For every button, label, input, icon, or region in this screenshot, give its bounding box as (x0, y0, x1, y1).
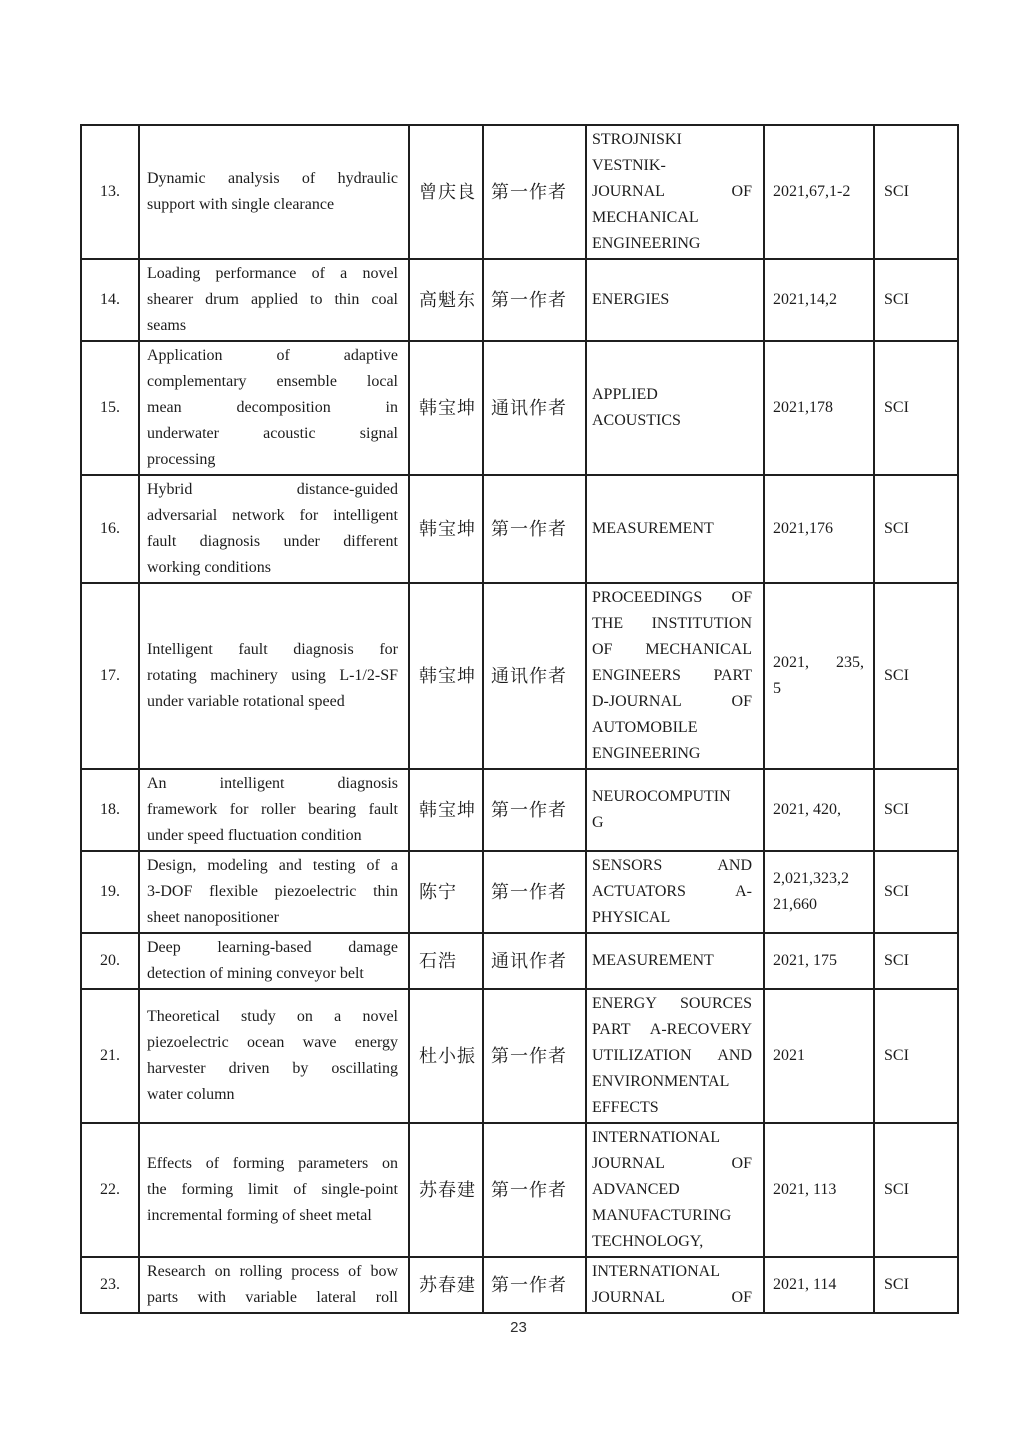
cell-year-volume: 2021,67,1-2 (764, 125, 874, 259)
cell-year-volume: 2021, 175 (764, 933, 874, 989)
cell-paper-title: An intelligent diagnosis framework for roller bearing fault under speed fluctuation condition (139, 769, 409, 851)
cell-index-type: SCI (874, 583, 958, 769)
cell-paper-title: Effects of forming parameters on the forming limit of single-point incremental forming of sheet metal (139, 1123, 409, 1257)
cell-author-role: 通讯作者 (483, 583, 586, 769)
cell-author-role: 第一作者 (483, 259, 586, 341)
publications-table-body (81, 125, 958, 1313)
cell-index-type: SCI (874, 259, 958, 341)
cell-author-role: 通讯作者 (483, 933, 586, 989)
table-row (81, 583, 958, 769)
cell-year-volume: 2021,14,2 (764, 259, 874, 341)
cell-paper-title: Deep learning-based damage detection of mining conveyor belt (139, 933, 409, 989)
table-row (81, 475, 958, 583)
cell-journal-name: MEASUREMENT (586, 475, 764, 583)
cell-index-type: SCI (874, 125, 958, 259)
cell-index-number: 20. (81, 933, 139, 989)
cell-journal-name: MEASUREMENT (586, 933, 764, 989)
cell-index-type: SCI (874, 933, 958, 989)
cell-paper-title: Research on rolling process of bow parts with variable lateral roll (139, 1257, 409, 1313)
cell-author-name: 韩宝坤 (409, 583, 483, 769)
cell-index-number: 21. (81, 989, 139, 1123)
cell-index-number: 19. (81, 851, 139, 933)
table-row (81, 933, 958, 989)
cell-paper-title: Theoretical study on a novel piezoelectric ocean wave energy harvester driven by oscillating water column (139, 989, 409, 1123)
publications-table (80, 124, 959, 1314)
cell-index-type: SCI (874, 1257, 958, 1313)
cell-author-name: 曾庆良 (409, 125, 483, 259)
cell-journal-name: PROCEEDINGS OF THE INSTITUTION OF MECHANICAL ENGINEERS PART D-JOURNAL OF AUTOMOBILE ENGINEERING (586, 583, 764, 769)
cell-journal-name: INTERNATIONAL JOURNAL OF (586, 1257, 764, 1313)
table-row (81, 1257, 958, 1313)
cell-author-role: 第一作者 (483, 125, 586, 259)
table-row (81, 851, 958, 933)
cell-author-role: 第一作者 (483, 769, 586, 851)
cell-journal-name: SENSORS AND ACTUATORS A- PHYSICAL (586, 851, 764, 933)
cell-paper-title: Intelligent fault diagnosis for rotating machinery using L-1/2-SF under variable rotational speed (139, 583, 409, 769)
cell-year-volume: 2021, 114 (764, 1257, 874, 1313)
cell-year-volume: 2021, 113 (764, 1123, 874, 1257)
table-row (81, 769, 958, 851)
cell-index-number: 23. (81, 1257, 139, 1313)
cell-paper-title: Application of adaptive complementary ensemble local mean decomposition in underwater acoustic signal processing (139, 341, 409, 475)
cell-paper-title: Hybrid distance-guided adversarial network for intelligent fault diagnosis under different working conditions (139, 475, 409, 583)
cell-year-volume: 2021, 235, 5 (764, 583, 874, 769)
cell-journal-name: STROJNISKI VESTNIK- JOURNAL OF MECHANICAL ENGINEERING (586, 125, 764, 259)
cell-index-type: SCI (874, 1123, 958, 1257)
cell-index-number: 22. (81, 1123, 139, 1257)
cell-year-volume: 2021,176 (764, 475, 874, 583)
cell-author-name: 韩宝坤 (409, 769, 483, 851)
cell-year-volume: 2021,178 (764, 341, 874, 475)
cell-paper-title: Loading performance of a novel shearer drum applied to thin coal seams (139, 259, 409, 341)
table-row (81, 125, 958, 259)
cell-author-role: 第一作者 (483, 475, 586, 583)
cell-year-volume: 2021 (764, 989, 874, 1123)
cell-index-type: SCI (874, 769, 958, 851)
cell-paper-title: Dynamic analysis of hydraulic support with single clearance (139, 125, 409, 259)
cell-index-number: 14. (81, 259, 139, 341)
cell-journal-name: INTERNATIONAL JOURNAL OF ADVANCED MANUFACTURING TECHNOLOGY, (586, 1123, 764, 1257)
cell-index-type: SCI (874, 989, 958, 1123)
cell-index-number: 16. (81, 475, 139, 583)
table-row (81, 1123, 958, 1257)
page-number: 23 (510, 1319, 527, 1336)
cell-year-volume: 2021, 420, (764, 769, 874, 851)
cell-author-name: 苏春建 (409, 1123, 483, 1257)
cell-journal-name: ENERGY SOURCES PART A-RECOVERY UTILIZATION AND ENVIRONMENTAL EFFECTS (586, 989, 764, 1123)
cell-author-role: 第一作者 (483, 989, 586, 1123)
cell-author-name: 石浩 (409, 933, 483, 989)
table-row (81, 259, 958, 341)
cell-journal-name: ENERGIES (586, 259, 764, 341)
cell-journal-name: APPLIED ACOUSTICS (586, 341, 764, 475)
cell-author-name: 陈宁 (409, 851, 483, 933)
cell-index-number: 13. (81, 125, 139, 259)
cell-index-type: SCI (874, 475, 958, 583)
cell-author-name: 苏春建 (409, 1257, 483, 1313)
cell-year-volume: 2,021,323,2 21,660 (764, 851, 874, 933)
cell-author-role: 通讯作者 (483, 341, 586, 475)
cell-author-role: 第一作者 (483, 1123, 586, 1257)
cell-index-number: 18. (81, 769, 139, 851)
cell-index-type: SCI (874, 341, 958, 475)
cell-author-name: 韩宝坤 (409, 475, 483, 583)
cell-paper-title: Design, modeling and testing of a 3-DOF flexible piezoelectric thin sheet nanopositioner (139, 851, 409, 933)
cell-author-role: 第一作者 (483, 1257, 586, 1313)
cell-index-number: 17. (81, 583, 139, 769)
table-row (81, 989, 958, 1123)
cell-index-type: SCI (874, 851, 958, 933)
cell-author-name: 高魁东 (409, 259, 483, 341)
cell-author-name: 杜小振 (409, 989, 483, 1123)
cell-journal-name: NEUROCOMPUTIN G (586, 769, 764, 851)
cell-author-name: 韩宝坤 (409, 341, 483, 475)
table-row (81, 341, 958, 475)
cell-author-role: 第一作者 (483, 851, 586, 933)
cell-index-number: 15. (81, 341, 139, 475)
